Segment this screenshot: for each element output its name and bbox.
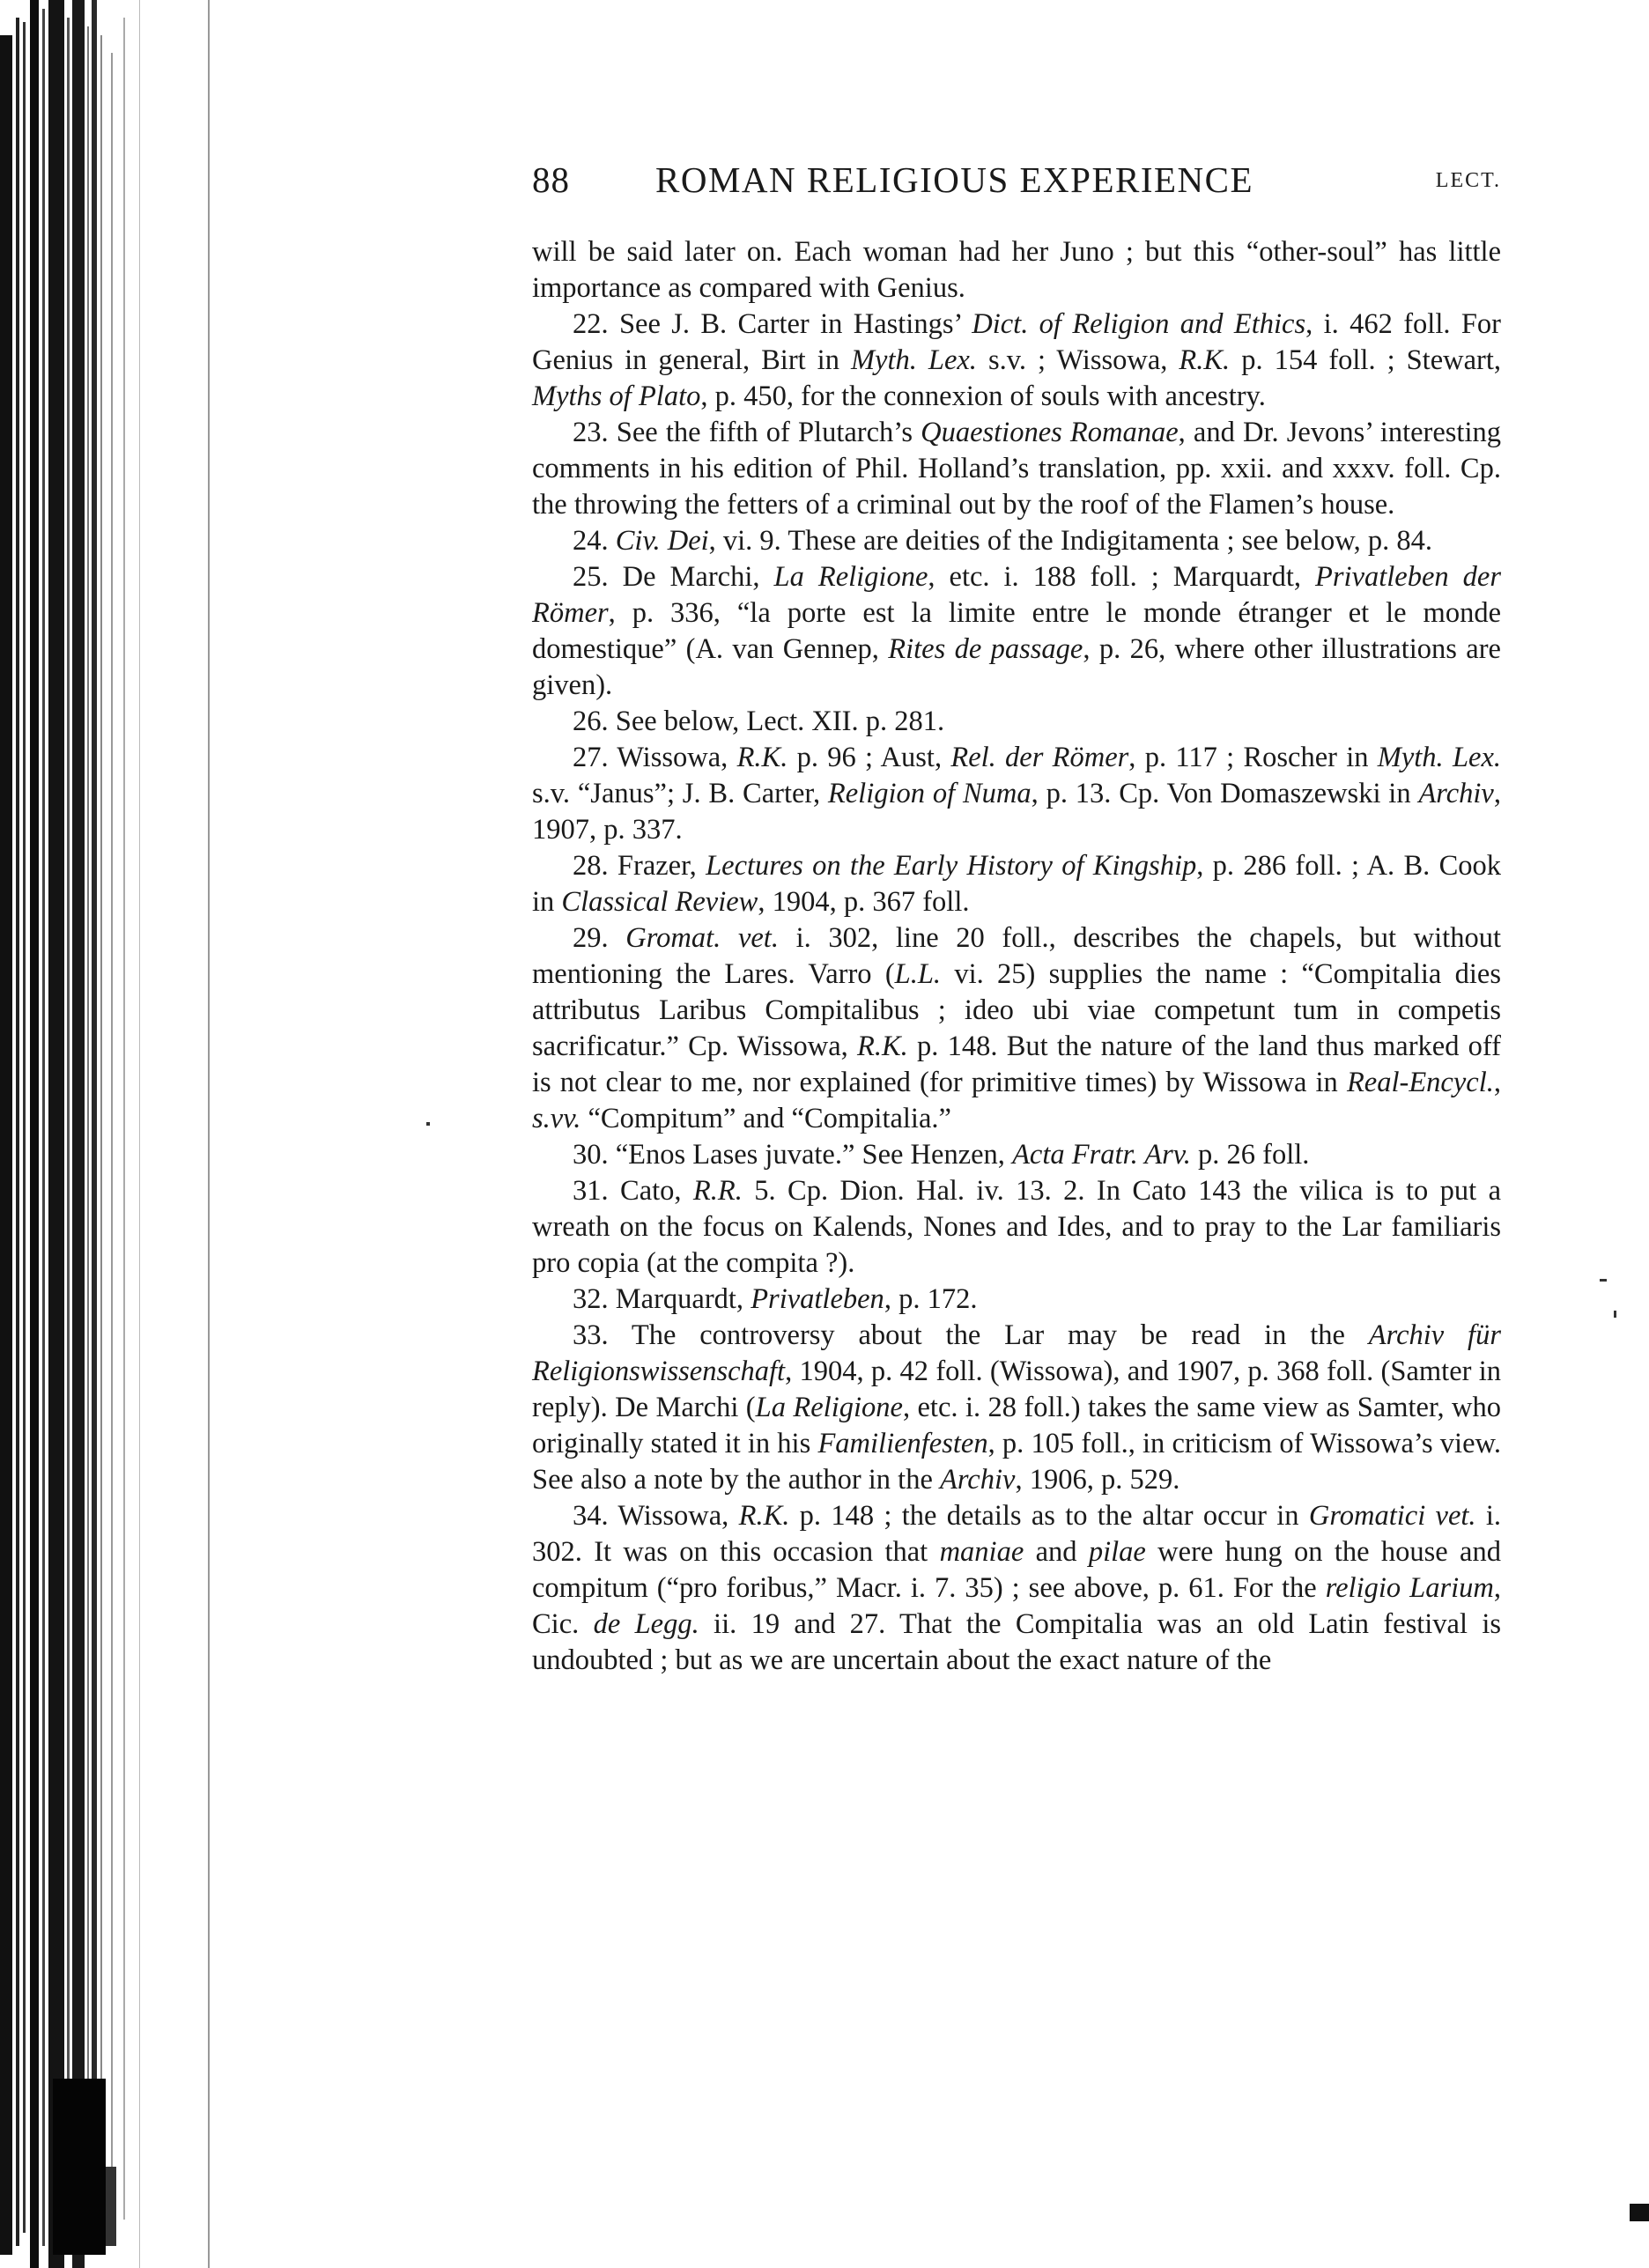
note-text: , vi. 9. These are deities of the Indigitamenta ; see below, p. 84.	[708, 525, 1432, 557]
note-text: 30. “Enos Lases juvate.” See Henzen,	[573, 1139, 1013, 1171]
italic-citation: Archiv für Religionswissenschaft	[532, 1319, 1501, 1387]
italic-citation: La Religione	[755, 1392, 903, 1423]
italic-citation: s.vv.	[532, 1103, 581, 1134]
note-text: 5. Cp. Dion. Hal. iv. 13. 2. In Cato 143 the vilica is to put a wreath on the focus on Kalends, Nones and Ides, and to pray to the Lar familiaris pro copia (at the compita ?).	[532, 1175, 1502, 1279]
note-text: 34. Wissowa,	[573, 1500, 739, 1532]
note-text: p. 96 ; Aust,	[788, 742, 951, 773]
page-number: 88	[532, 159, 570, 200]
italic-citation: R.K.	[738, 1500, 790, 1532]
italic-citation: Privatleben der Römer	[532, 561, 1501, 629]
note-text: , etc. i. 188 foll. ; Marquardt,	[928, 561, 1316, 593]
note-text: , p. 450, for the connexion of souls with ancestry.	[700, 380, 1266, 412]
scan-speck	[1614, 1311, 1616, 1318]
note-text: 28. Frazer,	[573, 850, 706, 882]
note-text: 22. See J. B. Carter in Hastings’	[573, 308, 972, 340]
italic-citation: Myths of Plato	[532, 380, 701, 412]
note-text: , 1904, p. 367 foll.	[758, 886, 970, 918]
italic-citation: Archiv	[1418, 778, 1494, 809]
italic-citation: Rel. der Römer	[950, 742, 1129, 773]
note-text: 23. See the fifth of Plutarch’s	[573, 417, 921, 448]
footnote	[532, 523, 1501, 559]
italic-citation: Quaestiones Romanae	[921, 417, 1179, 448]
note-text: s.v. ; Wissowa,	[976, 344, 1179, 376]
running-section-label: LECT.	[1435, 169, 1501, 192]
italic-citation: R.K.	[1179, 344, 1231, 376]
scan-speck	[1600, 1279, 1607, 1282]
note-text: p. 26 foll.	[1190, 1139, 1310, 1171]
note-text: 27. Wissowa,	[573, 742, 737, 773]
italic-citation: Gromatici vet.	[1308, 1500, 1476, 1532]
footnote	[532, 1498, 1501, 1679]
scan-speck	[1630, 2204, 1649, 2221]
note-text: , p. 286 foll. ; A. B. Cook in	[532, 850, 1501, 918]
italic-citation: de Legg.	[593, 1608, 699, 1640]
note-text: and	[1024, 1536, 1089, 1568]
italic-citation: Familienfesten	[817, 1428, 988, 1459]
italic-citation: R.K.	[736, 742, 788, 773]
note-text: s.v. “Janus”; J. B. Carter,	[532, 778, 828, 809]
note-text: , 1907, p. 337.	[532, 778, 1501, 846]
footnote	[532, 1137, 1501, 1173]
footnote	[532, 740, 1501, 848]
italic-citation: Privatleben	[751, 1283, 884, 1315]
italic-citation: Classical Review	[561, 886, 758, 918]
footnote	[532, 307, 1501, 415]
italic-citation: maniae	[939, 1536, 1024, 1568]
footnote	[532, 848, 1501, 920]
note-text: 31. Cato,	[573, 1175, 693, 1207]
italic-citation: Religion of Numa	[827, 778, 1032, 809]
note-text: were hung on the house and compitum (“pro foribus,” Macr. i. 7. 35) ; see above, p. 61. For the	[532, 1536, 1501, 1604]
footnote	[532, 1318, 1501, 1498]
italic-citation: R.R.	[692, 1175, 743, 1207]
note-text: , Cic.	[532, 1572, 1501, 1640]
note-text: vi. 25) supplies the name : “Compitalia dies attributus Laribus Compitalibus ; ideo ubi viae competunt tum in competis sacrificatur.” Cp. Wissowa,	[532, 958, 1501, 1062]
note-text: , p. 172.	[884, 1283, 978, 1315]
note-text: , p. 336, “la porte est la limite entre le monde étranger et le monde domestique” (A. van Gennep,	[532, 597, 1501, 665]
italic-citation: Lectures on the Early History of Kingship	[706, 850, 1197, 882]
italic-citation: pilae	[1088, 1536, 1146, 1568]
italic-citation: religio Larium	[1325, 1572, 1494, 1604]
footnote	[532, 1173, 1501, 1282]
note-text: 29.	[573, 922, 626, 954]
scan-speck	[426, 1122, 430, 1126]
italic-citation: Archiv	[940, 1464, 1016, 1496]
note-continuation	[532, 234, 1501, 307]
note-text: , p. 105 foll., in criticism of Wissowa’s view. See also a note by the author in the	[532, 1428, 1501, 1496]
note-text: 24.	[573, 525, 616, 557]
italic-citation: Acta Fratr. Arv.	[1012, 1139, 1191, 1171]
note-text: ii. 19 and 27. That the Compitalia was an old Latin festival is undoubted ; but as we are uncertain about the exact nature of the	[532, 1608, 1501, 1676]
italic-citation: La Religione	[773, 561, 928, 593]
footnote	[532, 415, 1501, 523]
note-text: p. 148 ; the details as to the altar occur in	[789, 1500, 1309, 1532]
note-text: , i. 462 foll. For Genius in general, Birt in	[532, 308, 1501, 376]
italic-citation: Gromat. vet.	[625, 922, 779, 954]
note-text: , p. 13. Cp. Von Domaszewski in	[1031, 778, 1419, 809]
note-text: p. 148. But the nature of the land thus marked off is not clear to me, nor explained (for primitive times) by Wissowa in	[532, 1031, 1501, 1098]
note-text: 33. The controversy about the Lar may be read in the	[573, 1319, 1369, 1351]
note-text: 26. See below, Lect. XII. p. 281.	[573, 706, 945, 737]
notes-body	[532, 234, 1501, 1679]
running-title: ROMAN RELIGIOUS EXPERIENCE	[655, 159, 1254, 200]
italic-citation: Myth. Lex.	[850, 344, 977, 376]
note-text: p. 154 foll. ; Stewart,	[1230, 344, 1502, 376]
note-text: ,	[1493, 1067, 1501, 1098]
note-text: i. 302. It was on this occasion that	[532, 1500, 1502, 1568]
note-text: , etc. i. 28 foll.) takes the same view as Samter, who originally stated it in his	[532, 1392, 1501, 1459]
note-text: , 1904, p. 42 foll. (Wissowa), and 1907, p. 368 foll. (Samter in reply). De Marchi (	[532, 1356, 1501, 1423]
note-text: , and Dr. Jevons’ interesting comments in his edition of Phil. Holland’s translation, pp. xxii. and xxxv. foll. Cp. the throwing the fetters of a criminal out by the roof of the Flamen’s house.	[532, 417, 1501, 521]
footnote	[532, 920, 1501, 1137]
note-text: 32. Marquardt,	[573, 1283, 751, 1315]
footnote	[532, 1282, 1501, 1318]
footnote	[532, 559, 1501, 704]
book-edge-scan	[0, 0, 220, 2268]
note-text: , p. 26, where other illustrations are given).	[532, 633, 1501, 701]
italic-citation: L.L.	[894, 958, 942, 990]
italic-citation: R.K.	[857, 1031, 908, 1062]
note-text: , 1906, p. 529.	[1015, 1464, 1180, 1496]
italic-citation: Civ. Dei	[615, 525, 709, 557]
footnote	[532, 704, 1501, 740]
italic-citation: Dict. of Religion and Ethics	[972, 308, 1306, 340]
italic-citation: Myth. Lex.	[1377, 742, 1502, 773]
note-text: i. 302, line 20 foll., describes the chapels, but without mentioning the Lares. Varro (	[532, 922, 1501, 990]
italic-citation: Real-Encycl.	[1346, 1067, 1494, 1098]
italic-citation: Rites de passage	[888, 633, 1083, 665]
note-text: “Compitum” and “Compitalia.”	[580, 1103, 951, 1134]
note-text: 25. De Marchi,	[573, 561, 774, 593]
note-text: , p. 117 ; Roscher in	[1128, 742, 1378, 773]
running-head	[532, 159, 1501, 211]
note-text: will be said later on. Each woman had her Juno ; but this “other-soul” has little importance as compared with Genius.	[532, 236, 1501, 304]
